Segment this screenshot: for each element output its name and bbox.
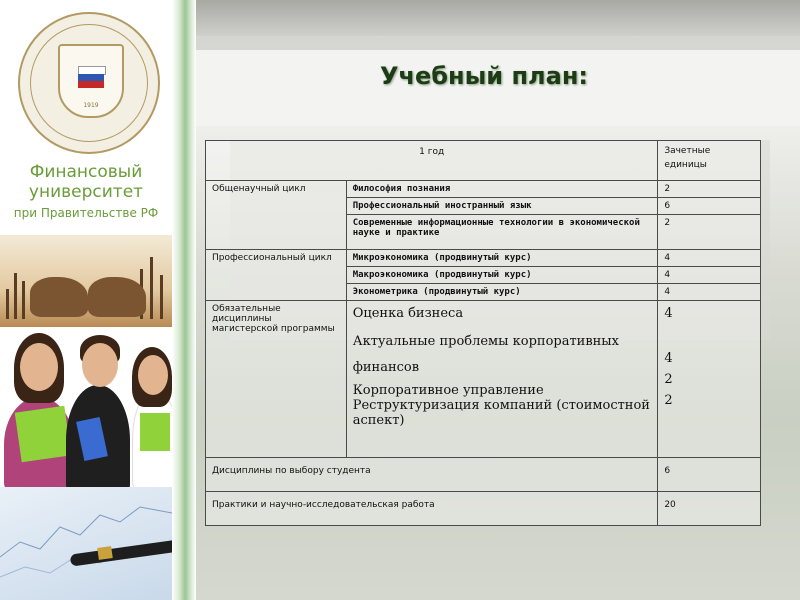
student-face <box>20 343 58 391</box>
units-list <box>658 301 761 458</box>
course-name: Философия познания <box>346 181 658 198</box>
table-row <box>206 492 761 526</box>
course-name: Корпоративное управление <box>352 383 544 398</box>
pen-band <box>97 546 113 560</box>
bear-figure <box>30 277 88 317</box>
finance-pen-image <box>0 487 172 600</box>
seal-shield <box>58 44 124 118</box>
group-name: Профессиональный цикл <box>206 250 347 301</box>
course-name: Оценка бизнеса <box>352 306 464 321</box>
table-row <box>206 250 761 267</box>
units-header: Зачетные единицы <box>658 141 761 181</box>
course-units: 6 <box>658 198 761 215</box>
course-name: Актуальные проблемы корпоративных финансов <box>352 334 619 375</box>
university-subtitle: при Правительстве РФ <box>13 206 159 220</box>
green-folder <box>15 406 71 462</box>
table-row <box>206 181 761 198</box>
student-face <box>82 343 118 387</box>
slide-title: Учебный план: <box>380 62 589 90</box>
flag-red-stripe <box>78 81 104 88</box>
footer-row-units: 20 <box>658 492 761 526</box>
course-name: Микроэкономика (продвинутый курс) <box>346 250 658 267</box>
course-units: 4 <box>664 351 673 366</box>
chart-bar <box>14 273 17 319</box>
bull-figure <box>88 277 146 317</box>
seal-year: 1919 <box>83 102 99 109</box>
course-list <box>346 301 658 458</box>
chart-bar <box>150 257 153 319</box>
footer-row-name: Дисциплины по выбору студента <box>206 458 658 492</box>
course-units: 2 <box>664 393 673 408</box>
course-units: 2 <box>658 215 761 250</box>
green-folder <box>140 413 170 451</box>
university-seal-logo <box>18 12 160 154</box>
chart-bar <box>160 275 163 319</box>
sidebar <box>0 0 172 600</box>
year-header: 1 год <box>206 141 658 181</box>
student-face <box>138 355 168 395</box>
flag-blue-stripe <box>78 74 104 81</box>
bull-bear-image <box>0 235 172 327</box>
students-photo <box>0 327 172 487</box>
course-units: 4 <box>658 267 761 284</box>
course-units: 4 <box>664 306 673 321</box>
group-name: Общенаучный цикл <box>206 181 347 250</box>
footer-row-name: Практики и научно-исследовательская работа <box>206 492 658 526</box>
course-units: 4 <box>658 284 761 301</box>
course-name: Макроэкономика (продвинутый курс) <box>346 267 658 284</box>
table-row <box>206 301 761 458</box>
course-units: 2 <box>664 372 673 387</box>
chart-bar <box>6 289 9 319</box>
course-name: Современные информационные технологии в экономической науке и практике <box>346 215 658 250</box>
sidebar-stripe <box>172 0 196 600</box>
course-units: 4 <box>658 250 761 267</box>
course-name: Профессиональный иностранный язык <box>346 198 658 215</box>
top-band <box>196 0 800 36</box>
curriculum-table <box>205 140 761 526</box>
table-row <box>206 458 761 492</box>
course-name: Эконометрика (продвинутый курс) <box>346 284 658 301</box>
group-name: Обязательные дисциплины магистерской программы <box>206 301 347 458</box>
university-name: Финансовый университет <box>28 162 144 202</box>
course-name: Реструктуризация компаний (стоимостной аспект) <box>352 398 650 428</box>
footer-row-units: 6 <box>658 458 761 492</box>
chart-bar <box>22 281 25 319</box>
divider-band <box>196 36 800 50</box>
course-units: 2 <box>658 181 761 198</box>
table-header-row <box>206 141 761 181</box>
